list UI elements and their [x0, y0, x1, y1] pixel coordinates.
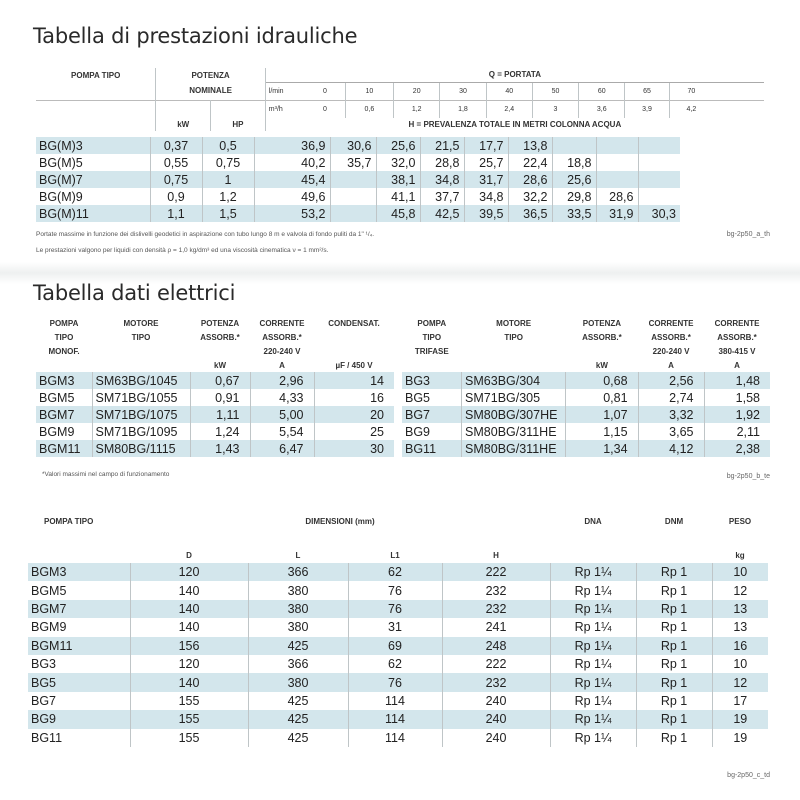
header-uf: µF / 450 V — [335, 360, 373, 370]
pump-type: BG5 — [28, 673, 130, 691]
header-trifase: TRIFASE — [414, 346, 449, 356]
head-value: 34,8 — [464, 188, 508, 205]
header-portata: Q = PORTATA — [265, 68, 764, 82]
lmin-cell: 10 — [345, 82, 393, 100]
dna: Rp 1¼ — [550, 637, 636, 655]
header-tipo: TIPO — [54, 332, 74, 342]
m3h-cell: 0 — [305, 100, 345, 118]
lmin-cell: 20 — [394, 82, 440, 100]
table-row — [402, 389, 770, 406]
table-row — [36, 154, 764, 171]
dim-h: 241 — [442, 618, 550, 636]
head-value — [552, 137, 596, 154]
lmin-cell: 60 — [579, 82, 625, 100]
table-row — [28, 637, 768, 655]
current-absorbed: 2,74 — [638, 389, 704, 406]
header-monof: MONOF. — [48, 346, 80, 356]
table-row — [36, 137, 764, 154]
electric-note: *Valori massimi nel campo di funzionamento — [42, 471, 170, 478]
table-row — [28, 673, 768, 691]
dim-h: 240 — [442, 729, 550, 747]
header-dimensioni: DIMENSIONI (mm) — [305, 516, 375, 526]
dim-h: 222 — [442, 563, 550, 581]
dim-l1: 114 — [348, 692, 442, 710]
weight: 10 — [733, 657, 748, 672]
dim-l1: 62 — [348, 655, 442, 673]
header-l1: L1 — [390, 551, 400, 560]
header-kg: kg — [735, 551, 745, 560]
head-value — [330, 171, 376, 188]
pump-type: BG7 — [28, 692, 130, 710]
electric-table-monophase — [36, 316, 394, 457]
head-value: 39,5 — [464, 205, 508, 222]
head-value — [596, 171, 638, 188]
m3h-cell: 1,8 — [440, 100, 486, 118]
head-value: 45,8 — [376, 205, 420, 222]
dna: Rp 1¼ — [550, 710, 636, 728]
head-value — [596, 154, 638, 171]
dimensions-table — [28, 513, 768, 747]
head-value: 29,8 — [552, 188, 596, 205]
head-value: 36,9 — [254, 137, 330, 154]
head-value: 33,5 — [552, 205, 596, 222]
head-value: 45,4 — [254, 171, 330, 188]
dna: Rp 1¼ — [550, 655, 636, 673]
head-value: 25,7 — [464, 154, 508, 171]
m3h-cell: 4,2 — [686, 105, 697, 113]
header-a-1: A — [668, 360, 674, 370]
dnm: Rp 1 — [636, 710, 712, 728]
header-dna: DNA — [584, 516, 602, 526]
m3h-cell: 3,6 — [579, 100, 625, 118]
motor-type: SM71BG/1055 — [92, 389, 190, 406]
header-motore-tipo: TIPO — [504, 332, 523, 342]
power-absorbed: 0,67 — [190, 372, 250, 389]
header-pompa-tipo: POMPA TIPO — [44, 516, 94, 526]
head-value: 25,6 — [552, 171, 596, 188]
dim-l: 366 — [248, 563, 348, 581]
header-l: L — [295, 551, 301, 560]
header-h: H — [493, 551, 499, 560]
dnm: Rp 1 — [636, 600, 712, 618]
header-kw: kW — [214, 360, 226, 370]
dim-h: 232 — [442, 581, 550, 599]
header-corrente-2: CORRENTE — [714, 318, 760, 328]
table-row — [402, 406, 770, 423]
weight: 19 — [712, 710, 768, 728]
header-hp: HP — [211, 118, 266, 131]
table-row — [36, 188, 764, 205]
weight: 16 — [712, 637, 768, 655]
table-row — [36, 440, 394, 457]
current-absorbed: 4,33 — [250, 389, 314, 406]
dna: Rp 1¼ — [550, 729, 636, 747]
dimensions-code: bg-2p50_c_td — [727, 772, 770, 779]
head-value: 25,6 — [376, 137, 420, 154]
hydraulic-note-2: Le prestazioni valgono per liquidi con densità ρ = 1,0 kg/dm³ ed una viscosità cinematica ν = 1 mm²/s. — [36, 247, 329, 254]
head-value: 42,5 — [420, 205, 464, 222]
header-volt: 220-240 V — [263, 346, 301, 356]
dim-l: 425 — [248, 637, 348, 655]
dim-d: 156 — [130, 637, 248, 655]
pump-type: BG7 — [402, 406, 462, 423]
power-absorbed: 0,81 — [566, 389, 638, 406]
header-motore: MOTORE — [123, 318, 159, 328]
motor-type: SM71BG/305 — [462, 389, 566, 406]
pump-type: BG3 — [402, 372, 462, 389]
dna: Rp 1¼ — [550, 600, 636, 618]
weight: 12 — [733, 583, 748, 598]
dim-l: 425 — [248, 729, 348, 747]
head-value: 22,4 — [508, 154, 552, 171]
electric-code: bg-2p50_b_te — [726, 473, 770, 480]
header-motore-tipo: TIPO — [131, 332, 151, 342]
motor-type: SM80BG/307HE — [462, 406, 566, 423]
current-absorbed-400v: 1,48 — [704, 372, 770, 389]
header-kw: kW — [595, 360, 608, 370]
header-pompa: POMPA — [417, 318, 447, 328]
head-value: 36,5 — [508, 205, 552, 222]
power-hp: 1,5 — [202, 205, 254, 222]
dim-d: 155 — [130, 710, 248, 728]
pump-type: BG11 — [402, 440, 462, 457]
motor-type: SM63BG/1045 — [92, 372, 190, 389]
power-kw: 0,75 — [150, 171, 202, 188]
header-volt-2: 380-415 V — [718, 346, 756, 356]
table-row — [36, 423, 394, 440]
power-absorbed: 1,24 — [190, 423, 250, 440]
dim-h: 232 — [442, 600, 550, 618]
dnm: Rp 1 — [636, 655, 712, 673]
electric-table-threephase — [402, 316, 770, 457]
dim-h: 222 — [442, 655, 550, 673]
head-value: 41,1 — [376, 188, 420, 205]
header-corr-assorb: ASSORB.* — [262, 332, 302, 342]
power-absorbed: 1,43 — [190, 440, 250, 457]
dim-d: 155 — [130, 729, 248, 747]
power-hp: 0,75 — [202, 154, 254, 171]
dnm: Rp 1 — [636, 673, 712, 691]
current-absorbed: 2,56 — [638, 372, 704, 389]
head-value: 13,8 — [508, 137, 552, 154]
hydraulic-table — [36, 68, 764, 131]
dim-l1: 62 — [348, 563, 442, 581]
head-value: 30,3 — [638, 205, 680, 222]
header-potenza: POTENZA — [582, 318, 622, 328]
header-prevalenza: H = PREVALENZA TOTALE IN METRI COLONNA ACQUA — [408, 120, 622, 129]
header-a: A — [279, 360, 285, 370]
head-value — [330, 188, 376, 205]
header-lmin: l/min — [268, 87, 284, 95]
dna: Rp 1¼ — [550, 692, 636, 710]
head-value: 32,0 — [376, 154, 420, 171]
header-peso: PESO — [728, 516, 752, 526]
dna: Rp 1¼ — [550, 618, 636, 636]
head-value: 49,6 — [254, 188, 330, 205]
capacitor: 20 — [314, 406, 394, 423]
m3h-cell: 3 — [532, 100, 578, 118]
header-kw: kW — [156, 118, 211, 131]
head-value: 28,8 — [420, 154, 464, 171]
lmin-cell: 65 — [625, 82, 669, 100]
head-value: 31,9 — [596, 205, 638, 222]
table-row — [28, 563, 768, 581]
dim-h: 240 — [442, 692, 550, 710]
dim-h: 248 — [442, 637, 550, 655]
dim-d: 155 — [130, 692, 248, 710]
weight: 19 — [733, 730, 748, 745]
table-row — [28, 600, 768, 618]
hydraulic-note-1: Portate massime in funzione dei dislivelli geodetici in aspirazione con tubo lungo 8 m e valvola di fondo puliti da 1" ¹/₄. — [36, 231, 375, 238]
table-row — [402, 372, 770, 389]
dnm: Rp 1 — [636, 618, 712, 636]
lmin-cell: 0 — [305, 82, 345, 100]
head-value: 34,8 — [420, 171, 464, 188]
dim-d: 140 — [130, 600, 248, 618]
header-dnm: DNM — [664, 516, 684, 526]
header-assorb: ASSORB.* — [200, 332, 240, 342]
motor-type: SM80BG/1115 — [92, 440, 190, 457]
dim-l1: 76 — [348, 673, 442, 691]
weight: 13 — [733, 620, 748, 635]
power-absorbed: 1,11 — [190, 406, 250, 423]
current-absorbed: 5,00 — [250, 406, 314, 423]
head-value: 38,1 — [376, 171, 420, 188]
dim-l: 380 — [248, 618, 348, 636]
power-absorbed: 1,34 — [566, 440, 638, 457]
dnm: Rp 1 — [636, 729, 712, 747]
header-condensatore: CONDENSAT. — [328, 318, 380, 328]
weight: 13 — [712, 600, 768, 618]
pump-type: BGM9 — [28, 618, 130, 636]
table-row — [36, 372, 394, 389]
lmin-cell: 30 — [440, 82, 486, 100]
hydraulic-title: Tabella di prestazioni idrauliche — [33, 24, 358, 48]
pump-type: BG9 — [402, 423, 462, 440]
pump-type: BG(M)3 — [36, 137, 150, 154]
head-value — [638, 154, 680, 171]
table-row — [28, 729, 768, 747]
m3h-cell: 3,9 — [625, 100, 669, 118]
header-tipo: TIPO — [422, 332, 442, 342]
power-kw: 0,55 — [150, 154, 202, 171]
capacitor: 14 — [314, 372, 394, 389]
weight: 12 — [712, 673, 768, 691]
head-value: 30,6 — [330, 137, 376, 154]
pump-type: BGM5 — [28, 581, 130, 599]
dim-h: 232 — [442, 673, 550, 691]
head-value: 18,8 — [552, 154, 596, 171]
pump-type: BG5 — [402, 389, 462, 406]
head-value — [596, 137, 638, 154]
header-d: D — [186, 551, 192, 560]
current-absorbed-400v: 1,58 — [735, 390, 760, 405]
hydraulic-code: bg-2p50_a_th — [726, 231, 770, 238]
dim-l1: 114 — [348, 710, 442, 728]
dim-l: 425 — [248, 692, 348, 710]
motor-type: SM80BG/311HE — [462, 440, 566, 457]
pump-type: BGM3 — [36, 372, 92, 389]
dnm: Rp 1 — [636, 692, 712, 710]
current-absorbed: 2,96 — [250, 372, 314, 389]
dnm: Rp 1 — [636, 581, 712, 599]
pump-type: BGM7 — [28, 600, 130, 618]
head-value — [638, 171, 680, 188]
dim-l: 380 — [248, 600, 348, 618]
head-value — [638, 188, 680, 205]
power-absorbed: 0,91 — [190, 389, 250, 406]
lmin-cell: 40 — [486, 82, 532, 100]
head-value: 31,7 — [464, 171, 508, 188]
hydraulic-data — [36, 137, 765, 222]
pump-type: BGM3 — [28, 563, 130, 581]
m3h-cell: 1,2 — [394, 100, 440, 118]
pump-type: BG9 — [28, 710, 130, 728]
head-value: 35,7 — [330, 154, 376, 171]
lmin-cell: 50 — [532, 82, 578, 100]
dim-l1: 76 — [348, 581, 442, 599]
power-absorbed: 1,15 — [566, 423, 638, 440]
header-potenza: POTENZA — [156, 68, 265, 82]
power-hp: 1,2 — [202, 188, 254, 205]
motor-type: SM71BG/1095 — [92, 423, 190, 440]
head-value: 53,2 — [254, 205, 330, 222]
pump-type: BGM7 — [36, 406, 92, 423]
dim-l1: 69 — [348, 637, 442, 655]
pump-type: BGM11 — [28, 637, 130, 655]
dim-l: 366 — [248, 655, 348, 673]
head-value — [638, 137, 680, 154]
header-assorb-2: ASSORB.* — [717, 332, 757, 342]
table-row — [28, 618, 768, 636]
header-pompa: POMPA — [49, 318, 79, 328]
motor-type: SM71BG/1075 — [92, 406, 190, 423]
table-row — [36, 205, 764, 222]
dim-d: 140 — [130, 618, 248, 636]
current-absorbed-400v: 1,92 — [704, 406, 770, 423]
dnm: Rp 1 — [636, 563, 712, 581]
weight: 17 — [733, 693, 748, 708]
capacitor: 16 — [370, 390, 384, 405]
current-absorbed: 3,65 — [638, 423, 704, 440]
dim-d: 140 — [130, 581, 248, 599]
pump-type: BGM5 — [36, 389, 92, 406]
lmin-cell: 70 — [687, 87, 696, 95]
header-corrente: CORRENTE — [259, 318, 305, 328]
capacitor: 25 — [370, 424, 384, 439]
table-row — [36, 389, 394, 406]
power-kw: 0,37 — [150, 137, 202, 154]
header-corrente-1: CORRENTE — [648, 318, 694, 328]
pump-type: BG(M)5 — [36, 154, 150, 171]
header-assorb-1: ASSORB.* — [651, 332, 691, 342]
pump-type: BG3 — [28, 655, 130, 673]
header-potenza: POTENZA — [200, 318, 240, 328]
power-hp: 0,5 — [202, 137, 254, 154]
table-row — [402, 440, 770, 457]
dim-d: 120 — [130, 655, 248, 673]
header-assorb: ASSORB.* — [582, 332, 622, 342]
power-kw: 0,9 — [150, 188, 202, 205]
motor-type: SM63BG/304 — [462, 372, 566, 389]
head-value: 28,6 — [596, 188, 638, 205]
motor-type: SM80BG/311HE — [462, 423, 566, 440]
header-motore: MOTORE — [496, 318, 532, 328]
head-value: 32,2 — [508, 188, 552, 205]
head-value — [330, 205, 376, 222]
pump-type: BG(M)7 — [36, 171, 150, 188]
table-row — [402, 423, 770, 440]
dna: Rp 1¼ — [550, 673, 636, 691]
power-hp: 1 — [202, 171, 254, 188]
table-row — [36, 406, 394, 423]
header-m3h: m³/h — [268, 105, 283, 113]
weight: 10 — [712, 563, 768, 581]
current-absorbed-400v: 2,11 — [736, 424, 760, 439]
current-absorbed: 5,54 — [250, 423, 314, 440]
table-row — [28, 692, 768, 710]
power-absorbed: 1,07 — [566, 406, 638, 423]
table-row — [28, 655, 768, 673]
table-row — [28, 581, 768, 599]
dim-l1: 31 — [348, 618, 442, 636]
power-kw: 1,1 — [150, 205, 202, 222]
dim-d: 120 — [130, 563, 248, 581]
current-absorbed-400v: 2,38 — [704, 440, 770, 457]
current-absorbed: 6,47 — [250, 440, 314, 457]
pump-type: BGM9 — [36, 423, 92, 440]
header-a-2: A — [734, 360, 740, 370]
header-volt-1: 220-240 V — [652, 346, 690, 356]
current-absorbed: 3,32 — [638, 406, 704, 423]
head-value: 17,7 — [464, 137, 508, 154]
head-value: 40,2 — [254, 154, 330, 171]
dim-d: 140 — [130, 673, 248, 691]
dim-l: 380 — [248, 581, 348, 599]
head-value: 37,7 — [420, 188, 464, 205]
pump-type: BG11 — [28, 729, 130, 747]
m3h-cell: 2,4 — [486, 100, 532, 118]
header-pompa-tipo: POMPA TIPO — [36, 68, 156, 82]
pump-type: BG(M)11 — [36, 205, 150, 222]
head-value: 28,6 — [508, 171, 552, 188]
table-row — [36, 171, 764, 188]
dim-l1: 76 — [348, 600, 442, 618]
current-absorbed: 4,12 — [638, 440, 704, 457]
dim-l: 425 — [248, 710, 348, 728]
power-absorbed: 0,68 — [566, 372, 638, 389]
dna: Rp 1¼ — [550, 581, 636, 599]
electric-title: Tabella dati elettrici — [33, 281, 236, 305]
dim-l: 380 — [248, 673, 348, 691]
m3h-cell: 0,6 — [345, 100, 393, 118]
table-row — [28, 710, 768, 728]
head-value: 21,5 — [420, 137, 464, 154]
pump-type: BGM11 — [36, 440, 92, 457]
header-nominale: NOMINALE — [156, 82, 265, 100]
dnm: Rp 1 — [636, 637, 712, 655]
dna: Rp 1¼ — [550, 563, 636, 581]
pump-type: BG(M)9 — [36, 188, 150, 205]
dim-l1: 114 — [348, 729, 442, 747]
dim-h: 240 — [442, 710, 550, 728]
capacitor: 30 — [314, 440, 394, 457]
